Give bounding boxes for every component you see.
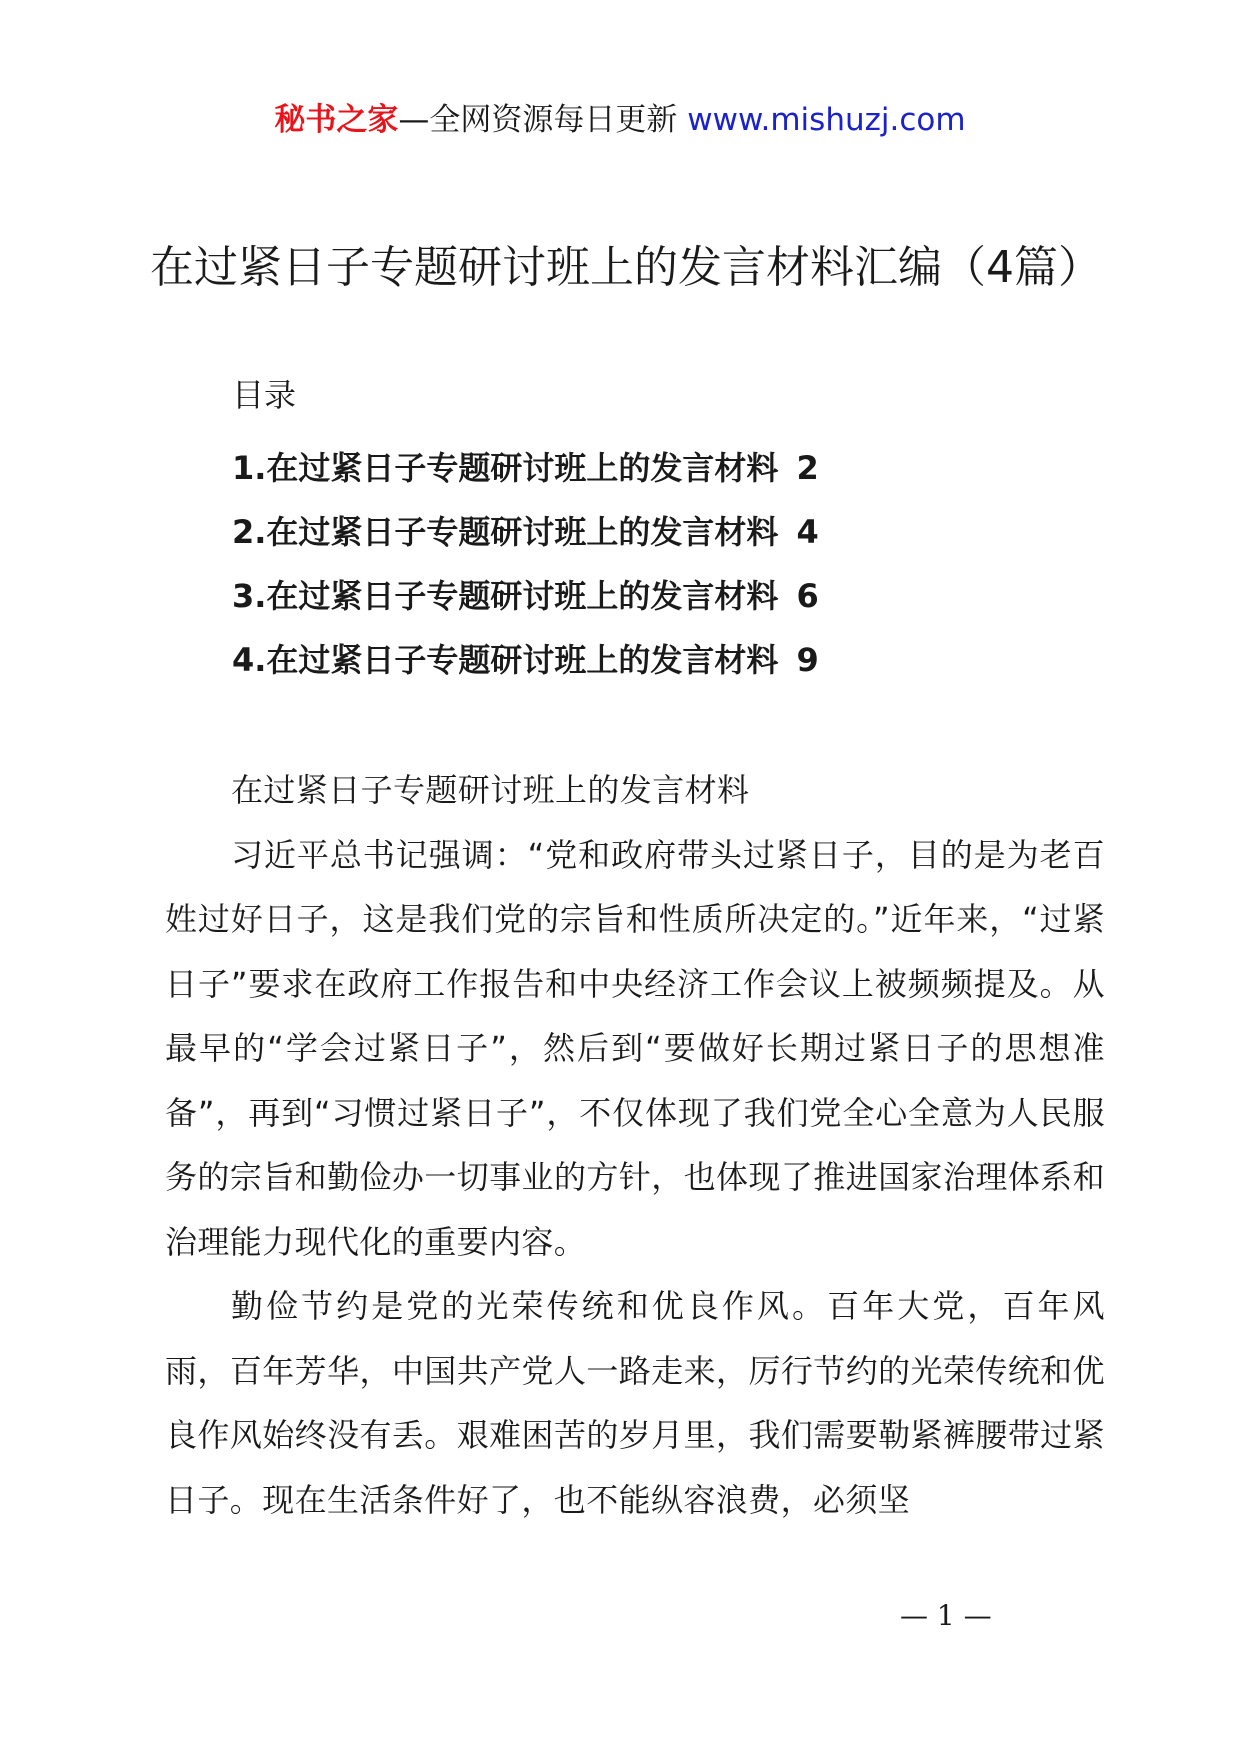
toc-item-page: 4 xyxy=(796,513,819,551)
toc-item-label: 1.在过紧日子专题研讨班上的发言材料 xyxy=(232,449,779,487)
toc-item-label: 2.在过紧日子专题研讨班上的发言材料 xyxy=(232,513,779,551)
toc-item[interactable] xyxy=(232,500,819,564)
page-number: — 1 — xyxy=(900,1599,992,1632)
site-url-link[interactable]: www.mishuzj.com xyxy=(687,102,966,138)
site-header xyxy=(0,100,1240,140)
brand-name: 秘书之家 xyxy=(274,102,399,138)
toc-item-page: 6 xyxy=(796,577,819,615)
toc-item-label: 4.在过紧日子专题研讨班上的发言材料 xyxy=(232,641,779,679)
toc-item-page: 2 xyxy=(796,449,819,487)
body-paragraph: 习近平总书记强调：“党和政府带头过紧日子，目的是为老百姓过好日子，这是我们党的宗旨和性质所决定的。”近年来，“过紧日子”要求在政府工作报告和中央经济工作会议上被频频提及。从最早的“学会过紧日子”，然后到“要做好长期过紧日子的思想准备”，再到“习惯过紧日子”，不仅体现了我们党全心全意为人民服务的宗旨和勤俭办一切事业的方针，也体现了推进国家治理体系和治理能力现代化的重要内容。 xyxy=(165,835,1105,1261)
toc-item[interactable] xyxy=(232,436,819,500)
toc-item-page: 9 xyxy=(796,641,819,679)
toc-item[interactable] xyxy=(232,628,819,692)
header-tagline: —全网资源每日更新 xyxy=(398,102,678,138)
table-of-contents xyxy=(232,436,819,692)
toc-heading: 目录 xyxy=(232,376,297,414)
document-title: 在过紧日子专题研讨班上的发言材料汇编（4篇） xyxy=(150,242,1102,293)
section-heading: 在过紧日子专题研讨班上的发言材料 xyxy=(231,771,750,809)
document-body xyxy=(165,758,1105,1532)
toc-item-label: 3.在过紧日子专题研讨班上的发言材料 xyxy=(232,577,779,615)
body-paragraph: 勤俭节约是党的光荣传统和优良作风。百年大党，百年风雨，百年芳华，中国共产党人一路走来，厉行节约的光荣传统和优良作风始终没有丢。艰难困苦的岁月里，我们需要勒紧裤腰带过紧日子。现在生活条件好了，也不能纵容浪费，必须坚 xyxy=(165,1287,1105,1519)
toc-item[interactable] xyxy=(232,564,819,628)
